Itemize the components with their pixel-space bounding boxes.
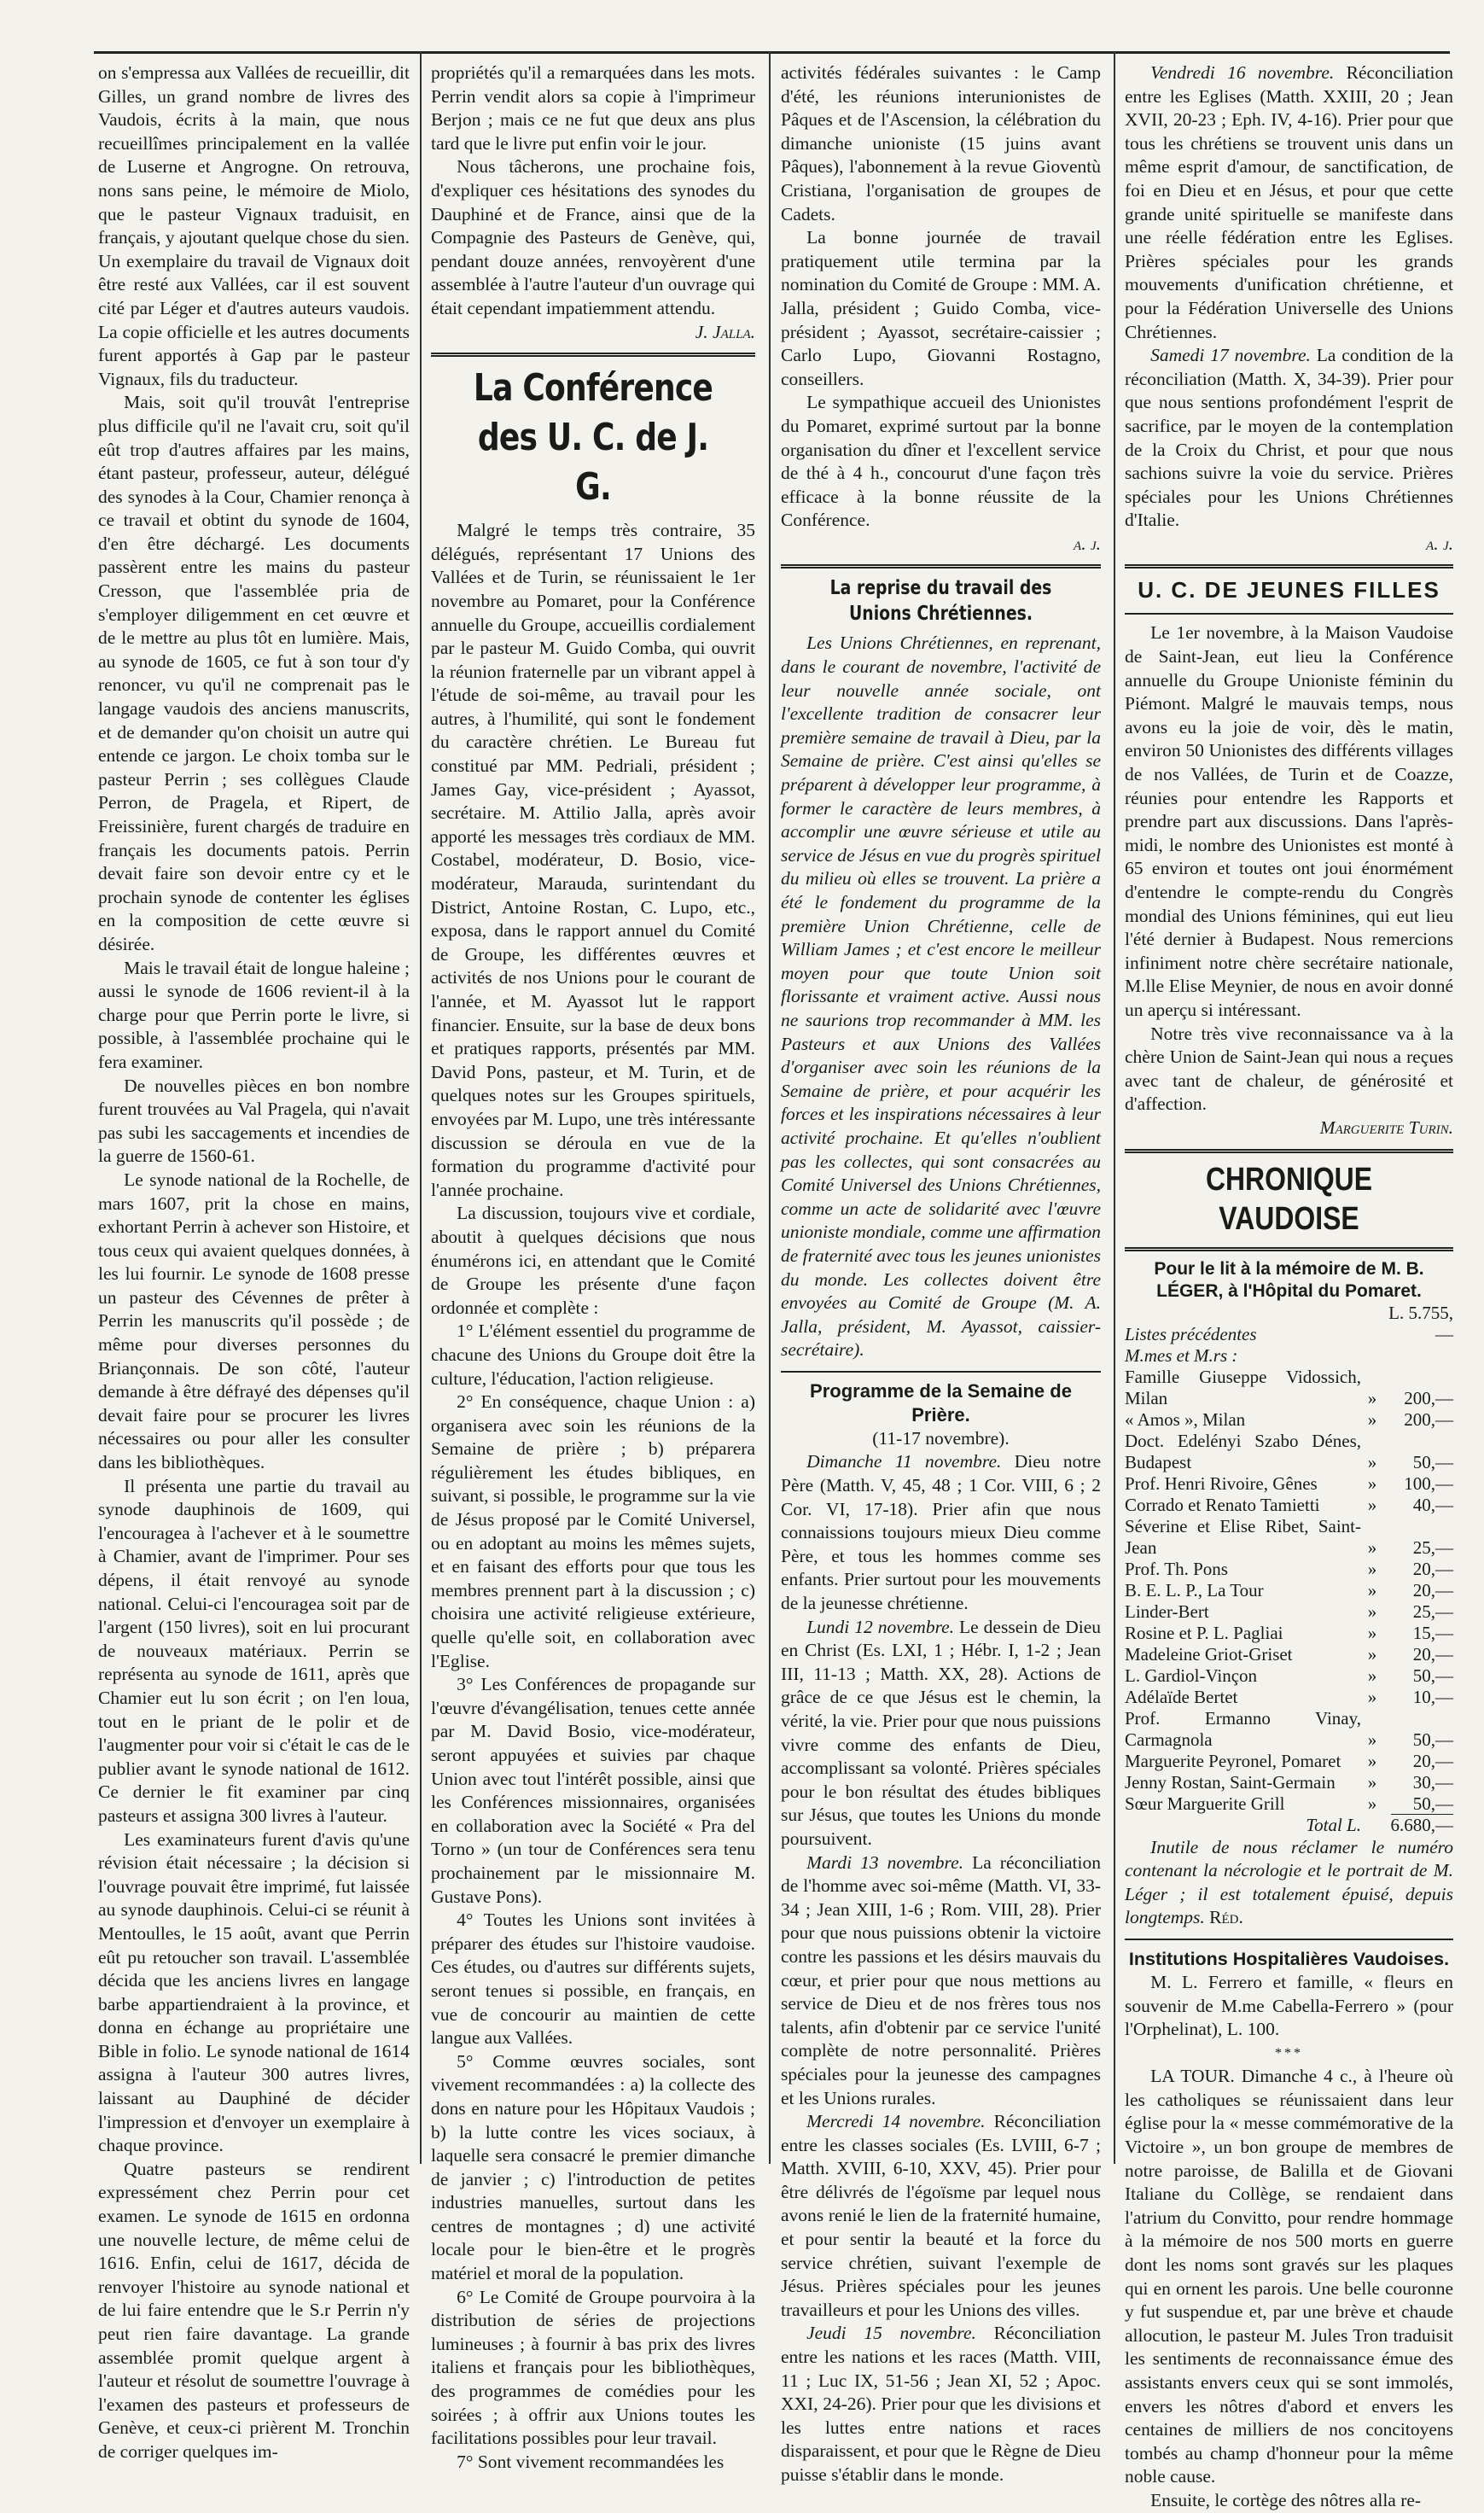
- donation-amount: 50,—: [1412, 1451, 1453, 1472]
- donations-table: [1125, 1303, 1453, 1836]
- donation-amount: 50,—: [1412, 1729, 1453, 1750]
- table-row: « Amos », Milan » 200,—: [1125, 1408, 1453, 1430]
- table-row: [1125, 1303, 1453, 1345]
- section-rule: [1125, 1939, 1453, 1940]
- table-row: Marguerite Peyronel, Pomaret » 20,—: [1125, 1750, 1453, 1771]
- donor-name: Marguerite Peyronel, Pomaret: [1125, 1750, 1341, 1771]
- program-day-title: Jeudi 15 novembre.: [806, 2323, 976, 2344]
- paragraph: propriétés qu'il a remarquées dans les mots. Perrin vendit alors sa copie à l'imprimeur Berjon ; mais ce ne fut que deux ans plus tard que le livre put enfin voir le jour.: [431, 62, 755, 154]
- table-row: [1125, 1345, 1453, 1367]
- paragraph: 3° Les Conférences de propagande sur l'œuvre d'évangélisation, tenues cette année par M. David Bosio, vice-modérateur, seront appuyées et suivies par chaque Union avec tout l'intérêt possible, ainsi que les Conférences missionnaires, organisées en collaboration avec la Société « Pra del Torno » (un tour de Conférences sera tenu prochainement par le missionnaire M. Gustave Pons).: [431, 1674, 755, 1907]
- section-rule: [781, 1371, 1101, 1373]
- donor-name: Linder-Bert: [1125, 1601, 1209, 1622]
- paragraph: Le sympathique accueil des Unionistes du Pomaret, exprimé surtout par la bonne organisation du dîner et l'excellent service de thé à 4 h., concourut d'une façon très efficace à la bonne réussite de la Conférence.: [781, 392, 1101, 531]
- donation-amount: 15,—: [1412, 1622, 1453, 1643]
- donor-name: Prof. Ermanno Vinay, Carmagnola: [1125, 1707, 1361, 1750]
- donor-name: L. Gardiol-Vinçon: [1125, 1665, 1258, 1686]
- institutions-headline: Institutions Hospitalières Vaudoises.: [1128, 1948, 1450, 1969]
- program-day-text: Réconciliation entre les nations et les races (Matth. VIII, 11 ; Luc IX, 51-56 ; Jean XI, 52 ; Apoc. XXI, 24-26). Prier pour que les divisions et les luttes entre nations et races disparaissent, et pour que le Règne de Dieu puisse s'établir dans le monde.: [781, 2323, 1101, 2485]
- column-divider: [1114, 51, 1115, 2164]
- reprise-headline: La reprise du travail des Unions Chrétiennes.: [829, 577, 1052, 626]
- section-rule: [1125, 1247, 1453, 1251]
- program-day: [1125, 344, 1453, 533]
- paragraph: LA TOUR. Dimanche 4 c., à l'heure où les catholiques se réunissaient dans leur église pour la « messe commémorative de la Victoire », un bon groupe de membres de notre paroisse, de Balilla et de Giovani Italiane du Collège, se rendaient dans l'atrium du Convitto, pour rendre hommage à la mémoire de nos 500 morts en guerre dont les noms sont gravés sur les plaques qui en ornent les parois. Une belle couronne y fut suspendue et, par une brève et chaude allocution, le pasteur M. Jules Tron traduisit les sentiments de reconnaissance émue des assistants envers ceux qui se sont immolés, envers les nôtres d'abord et envers les centaines de milliers de nos concitoyens tombés au champ d'honneur pour la même noble cause.: [1125, 2066, 1453, 2487]
- leger-headline: Pour le lit à la mémoire de M. B. LÉGER, à l'Hôpital du Pomaret.: [1154, 1258, 1424, 1301]
- program-dates: (11-17 novembre).: [872, 1427, 1010, 1449]
- donor-name: Doct. Edelényi Szabo Dénes, Budapest: [1125, 1430, 1361, 1472]
- paragraph: [1125, 1836, 1453, 1930]
- program-day-text: Réconciliation entre les Eglises (Matth. XXIII, 20 ; Jean XVII, 20-23 ; Eph. IV, 4-16). Prier pour que tous les chrétiens se trouvent unis dans un même esprit d'amour, de sanctification, de foi en Dieu et en Jésus, et pour que cette grande unité spirituelle se manifeste dans une réelle fédération entre les Eglises. Prières spéciales pour les grands mouvements d'unification chrétienne, et pour la Fédération Universelle des Unions Chrétiennes.: [1125, 62, 1453, 342]
- paragraph: on s'empressa aux Vallées de recueillir, dit Gilles, un grand nombre de livres des Vaudois, écrits à la main, que nous recueillîmes principalement en la vallée de Luserne et Angrogne. On retrouva, nons sans peine, le mémoire de Miolo, que le pasteur Vignaux traduisit, en français, y ajoutant quelque chose du sien. Un exemplaire du travail de Vignaux doit être resté aux Vallées, car il est souvent cité par Léger et d'autres auteurs vaudois. La copie officielle et les autres documents furent apportés à Gap par le pasteur Vignaux, fils du traducteur.: [98, 62, 410, 389]
- author-signature: a. j.: [1074, 533, 1101, 554]
- donor-name: Famille Giuseppe Vidossich, Milan: [1125, 1366, 1361, 1408]
- donor-name: Corrado et Renato Tamietti: [1125, 1494, 1320, 1515]
- column-4: [1125, 61, 1453, 2510]
- table-row: Prof. Th. Pons » 20,—: [1125, 1558, 1453, 1579]
- paragraph: Mais, soit qu'il trouvât l'entreprise plus difficile qu'il ne l'avait cru, soit qu'il eût trop d'autres affaires par les mains, étant pasteur, professeur, auteur, délégué des synodes à la Cour, Chamier renonça à ce travail et obtint du synode de 1604, d'en être déchargé. Les documents passèrent entre les mains du pasteur Cresson, que l'assemblée pria de s'employer diligemment en cet œuvre et de le mettre au plus tôt en lumière. Mais, au synode de 1605, ce fut à son tour d'y renoncer, vu qu'il ne comprenait pas le langage vaudois des anciens manuscrits, et de demander qu'on choisit un autre qui entende ce jargon. Le choix tomba sur le pasteur Perrin ; ses collègues Claude Perron, de Pragela, et Ripert, de Freissinière, furent chargés de traduire en français les documents patois. Perrin devait faire son devoir entre cy et le prochain synode de contenter les églises en la composition de cette œuvre si désirée.: [98, 392, 410, 954]
- paragraph: [781, 632, 1101, 1361]
- program-day-title: Lundi 12 novembre.: [806, 1616, 955, 1637]
- chronique-headline: CHRONIQUE VAUDOISE: [1205, 1161, 1373, 1237]
- program-days-continued: [1125, 61, 1453, 533]
- paragraph: 1° L'élément essentiel du programme de chacune des Unions du Groupe doit être la culture, l'éducation, l'action religieuse.: [431, 1321, 755, 1389]
- donation-amount: 10,—: [1412, 1686, 1453, 1707]
- donation-amount: 25,—: [1412, 1601, 1453, 1622]
- table-row: B. E. L. P., La Tour » 20,—: [1125, 1579, 1453, 1601]
- paragraph: 6° Le Comité de Groupe pourvoira à la distribution de séries de projections lumineuses ; à fournir à bas prix des livres italiens et français pour les bibliothèques, des programmes de comédies pour les soirées ; à offrir aux Unions toutes les facilitations possibles pour leur travail.: [431, 2286, 755, 2449]
- program-day: [781, 1851, 1101, 2111]
- table-row: Rosine et P. L. Pagliai » 15,—: [1125, 1622, 1453, 1643]
- donation-amount: 20,—: [1412, 1643, 1453, 1665]
- donation-label: Listes précédentes: [1125, 1323, 1257, 1344]
- column-divider: [769, 51, 771, 2164]
- table-row: Corrado et Renato Tamietti » 40,—: [1125, 1494, 1453, 1515]
- donation-amount: 200,—: [1404, 1387, 1453, 1408]
- paragraph: 4° Toutes les Unions sont invitées à préparer des études sur l'histoire vaudoise. Ces études, ou d'autres sur différents sujets, seront tenues si possible, en français, en vue de concourir au maintien de cette langue aux Vallées.: [431, 1910, 755, 2049]
- table-row: Jenny Rostan, Saint-Germain » 30,—: [1125, 1771, 1453, 1793]
- table-row: Madeleine Griot-Griset » 20,—: [1125, 1643, 1453, 1665]
- donation-subheading: M.mes et M.rs :: [1125, 1344, 1238, 1366]
- program-day: [781, 2322, 1101, 2487]
- column-divider: [420, 51, 422, 2164]
- author-signature: a. j.: [1426, 533, 1453, 554]
- donor-name: « Amos », Milan: [1125, 1408, 1246, 1430]
- paragraph: Mais le travail était de longue haleine ; aussi le synode de 1606 revient-il à la charge pour que Perrin porte le livre, si possible, à l'assemblée prochaine qui le fera examiner.: [98, 957, 410, 1072]
- donation-amount: 200,—: [1404, 1408, 1453, 1430]
- donation-amount: 40,—: [1412, 1494, 1453, 1515]
- paragraph: La bonne journée de travail pratiquement utile termina par la nomination du Comité de Groupe : MM. A. Jalla, président ; Guido Comba, vice-président ; Ayassot, secrétaire-caissier ; Carlo Lupo, Giovanni Rostagno, conseillers.: [781, 227, 1101, 389]
- program-day-text: La réconciliation de l'homme avec soi-même (Matth. VI, 33-34 ; Jean XIII, 1-6 ; Rom. VIII, 28). Prier pour que nous puissions obtenir la victoire contre les passions et les désirs mauvais du cœur, et prier pour que nous mettions au service de Dieu et de nos frères tous nos talents, afin d'obtenir par ce service l'unité complète de notre personnalité. Prières spéciales pour la jeunesse des campagnes et les Unions rurales.: [781, 1851, 1102, 2108]
- donation-amount: 50,—: [1412, 1793, 1453, 1814]
- table-row: [1125, 1815, 1453, 1836]
- paragraph: Quatre pasteurs se rendirent expressément chez Perrin pour cet examen. Le synode de 1615 en ordonna une nouvelle lecture, de même celui de 1616. Enfin, celui de 1617, décida de renvoyer l'histoire au synode national et de lui faire entendre que le S.r Perrin n'y peut rien faire davantage. La grande assemblée promit quelque argent à l'auteur et résolut de soumettre l'ouvrage à l'examen des pasteurs et professeurs de Genève, et ceux-ci prièrent M. Tronchin de corriger quelques im-: [98, 2158, 410, 2462]
- donor-name: B. E. L. P., La Tour: [1125, 1579, 1264, 1601]
- program-day: [781, 1616, 1101, 1851]
- program-day: [781, 2110, 1101, 2322]
- author-signature: Marguerite Turin.: [1319, 1117, 1453, 1138]
- section-rule: [1125, 1149, 1453, 1153]
- donation-amount: 20,—: [1412, 1750, 1453, 1771]
- table-row: Prof. Ermanno Vinay, Carmagnola » 50,—: [1125, 1707, 1453, 1750]
- separator-stars: ***: [1275, 2045, 1303, 2061]
- paragraph: Le 1er novembre, à la Maison Vaudoise de Saint-Jean, eut lieu la Conférence annuelle du Groupe Unioniste féminin du Piémont. Malgré le mauvais temps, nous avons eu la joie de voir, dès le matin, environ 50 Unionistes des différents villages de nos Vallées, de Turin et de Coazze, réunies pour entendre les Rapports et prendre part aux discussions. Dans l'après-midi, le nombre des Unionistes est monté à 65 environ et toutes ont joui énormément d'entendre le compte-rendu du Congrès mondial des Unions féminines, qui eut lieu l'été dernier à Budapest. Nous remercions infiniment notre chère secrétaire nationale, M.lle Elise Meynier, de nous en avoir donné un aperçu si intéressant.: [1125, 622, 1453, 1020]
- section-rule: [1125, 564, 1453, 568]
- section-rule: [781, 564, 1101, 568]
- note-signature: Réd.: [1209, 1907, 1243, 1928]
- leger-note: Inutile de nous réclamer le numéro contenant la nécrologie et le portrait de M. Léger ; il est totalement épuisé, depuis longtemps.: [1125, 1836, 1453, 1928]
- donation-amount: 20,—: [1412, 1558, 1453, 1579]
- table-row: Famille Giuseppe Vidossich, Milan » 200,—: [1125, 1366, 1453, 1408]
- donor-name: Adélaïde Bertet: [1125, 1686, 1238, 1707]
- donor-name: Prof. Henri Rivoire, Gênes: [1125, 1472, 1318, 1494]
- program-day-text: La condition de la réconciliation (Matth. X, 34-39). Prier pour que nous sentions profondément l'esprit de sacrifice, par le moyen de la contemplation de la Croix du Christ, et pour que nous sachions suivre la voie du service. Prières spéciales pour les Unions Chrétiennes d'Italie.: [1125, 345, 1453, 531]
- table-row: L. Gardiol-Vinçon » 50,—: [1125, 1665, 1453, 1686]
- paragraph: Les examinateurs furent d'avis qu'une révision était nécessaire ; la décision si l'ouvrage pouvait être imprimé, fut laissée au synode dauphinois. Celui-ci se réunit à Mentoulles, le 15 août, avant que Perrin eût pu retoucher son travail. L'assemblée décida que les anciens livres en langage barbe appartiendraient à la province, et donna en échange au propriétaire une Bible in folio. Le synode national de 1614 assigna à l'auteur 300 autres livres, laissant au Dauphiné de décider l'impression et d'envoyer un exemplaire à chaque province.: [98, 1828, 410, 2156]
- program-day-title: Samedi 17 novembre.: [1150, 345, 1311, 366]
- donation-amount: 50,—: [1412, 1665, 1453, 1686]
- paragraph: La discussion, toujours vive et cordiale, aboutit à quelques décisions que nous énumérons ici, en attendant que le Comité de Groupe les présente d'une façon ordonnée et complète :: [431, 1203, 755, 1318]
- section-rule: [1125, 613, 1453, 615]
- program-day-text: Dieu notre Père (Matth. V, 45, 48 ; 1 Cor. VIII, 6 ; 2 Cor. VI, 17-18). Prier afin que nous connaissions toujours mieux Dieu comme Père, et tous les hommes comme ses enfants. Prier surtout pour les mouvements de la jeunesse chrétienne.: [781, 1451, 1101, 1614]
- table-row: Doct. Edelényi Szabo Dénes, Budapest » 50,—: [1125, 1430, 1453, 1472]
- program-day-text: Le dessein de Dieu en Christ (Es. LXI, 1 ; Hébr. I, 1-2 ; Jean III, 11-13 ; Matth. XX, 28). Actions de grâce de ce que Jésus est le chemin, la vérité, la vie. Prier pour que nous puissions vivre comme des enfants de Dieu, accomplissant sa volonté. Prières spéciales pour le bon résultat des études bibliques sur Jésus, que toutes les Unions du monde poursuivent.: [781, 1616, 1101, 1849]
- column-1: [98, 61, 410, 2462]
- paragraph: 2° En conséquence, chaque Union : a) organisera avec soin les réunions de la Semaine de prière ; b) préparera régulièrement les études bibliques, en suivant, si possible, le programme sur la vie de Jésus proposé par le Comité Universel, ou en adoptant au moins les mêmes sujets, et en faisant des efforts pour que tous les membres prennent part à la discussion ; c) choisira une activité religieuse extérieure, quelle qu'elle soit, en collaboration avec l'Eglise.: [431, 1391, 755, 1671]
- donor-name: Sœur Marguerite Grill: [1125, 1793, 1285, 1814]
- table-row: Sœur Marguerite Grill » 50,—: [1125, 1793, 1453, 1814]
- author-signature: J. Jalla.: [695, 321, 755, 342]
- section-rule: [431, 353, 755, 357]
- program-day: [781, 1450, 1101, 1615]
- jeunes-filles-headline: U. C. DE JEUNES FILLES: [1138, 577, 1440, 603]
- paragraph: Il présenta une partie du travail au synode dauphinois de 1609, qui l'encouragea à l'achever et à le soumettre à Chamier, avant de l'imprimer. Pour ses dépens, il était renvoyé au synode national. Celui-ci l'encouragea soit par de l'argent (150 livres), soit en lui procurant de nouveaux matériaux. Perrin se représenta au synode de 1611, après que Chamier eut lu son écrit ; on l'en loua, tout en le priant de le polir et de l'augmenter pour voir si c'était le cas de le publier avant le synode national de 1612. Ce dernier le fit examiner par cinq pasteurs et assigna 300 livres à l'auteur.: [98, 1475, 410, 1826]
- donation-amount: 20,—: [1412, 1579, 1453, 1601]
- column-3: [781, 61, 1102, 2485]
- table-row: Séverine et Elise Ribet, Saint-Jean » 25,—: [1125, 1515, 1453, 1558]
- program-day-title: Mardi 13 novembre.: [806, 1851, 964, 1873]
- total-label: Total L.: [1306, 1814, 1361, 1835]
- donation-amount: 30,—: [1412, 1771, 1453, 1793]
- program-days: [781, 1450, 1101, 2487]
- paragraph: 7° Sont vivement recommandées les: [457, 2451, 725, 2472]
- donor-name: Jenny Rostan, Saint-Germain: [1125, 1771, 1336, 1793]
- column-2: [431, 61, 755, 2472]
- program-day-text: Réconciliation entre les classes sociales (Es. LVIII, 6-7 ; Matth. XVIII, 6-10, XXV, 45). Prier pour être délivrés de l'égoïsme par lequel nous avons renié le lien de la fraternité humaine, et pour sentir la beauté et la force du service chrétien, suivant l'exemple de Jésus. Prières spéciales pour les jeunes travailleurs et pour les Unions des villes.: [781, 2111, 1102, 2320]
- top-rule: [94, 51, 1450, 54]
- paragraph: Nous tâcherons, une prochaine fois, d'expliquer ces hésitations des synodes du Dauphiné et de France, ainsi que de la Compagnie des Pasteurs de Genève, qui, pendant douze années, renvoyèrent d'une assemblée à l'autre l'auteur d'un ouvrage qui était cependant impatiemment attendu.: [431, 156, 755, 318]
- table-row: Adélaïde Bertet » 10,—: [1125, 1686, 1453, 1707]
- donation-amount: 25,—: [1412, 1536, 1453, 1558]
- paragraph: Notre très vive reconnaissance va à la chère Union de Saint-Jean qui nous a reçues avec tant de chaleur, de générosité et d'affection.: [1125, 1023, 1453, 1115]
- reprise-text: Les Unions Chrétiennes, en reprenant, dans le courant de novembre, l'activité de leur nouvelle année sociale, ont l'excellente tradition de consacrer leur première semaine de travail à Dieu, par la Semaine de prière. C'est ainsi qu'elles se préparent à développer leur programme, à former le caractère de leurs membres, à accomplir une œuvre sérieuse et utile au service de Jésus en vue du progrès spirituel du milieu où elles se trouvent. La prière a été le fondement du programme de la première Union Chrétienne, celle de William James ; et c'est encore le meilleur moyen pour que toute Union soit florissante et vraiment active. Aussi nous ne saurions trop recommander à MM. les Pasteurs et aux Unions des Vallées d'organiser avec soin les réunions de la Semaine de prière, et pour acquérir les forces et les inspirations nécessaires à leur activité prochaine. Et qu'elles n'oublient pas les collectes, qui sont consacrées au Comité Universel des Unions Chrétiennes, comme un acte de solidarité avec l'œuvre unioniste mondiale, comme une affirmation de fraternité avec tous les jeunes unionistes du monde. Les collectes doivent être envoyées au Comité de Groupe (M. A. Jalla, président, M. Ayassot, caissier-secrétaire).: [781, 633, 1101, 1361]
- paragraph: Le synode national de la Rochelle, de mars 1607, prit la chose en mains, exhortant Perrin à achever son Histoire, et tous ceux qui avaient quelques données, à les lui fournir. Le synode de 1608 presse un pasteur des Cévennes de prêter à Perrin les manuscrits qu'il possède ; de même pour diverses personnes du Briançonnais. De son côté, l'auteur demande à être défrayé des dépenses qu'il devait faire pour se procurer les livres nécessaires ou pour aller les consulter dans les bibliothèques.: [98, 1169, 410, 1473]
- donation-amount: L. 5.755,—: [1388, 1302, 1453, 1344]
- paragraph: De nouvelles pièces en bon nombre furent trouvées au Val Pragela, qui n'avait pas subi les saccagements et incendies de la guerre de 1560-61.: [98, 1075, 410, 1167]
- paragraph: Malgré le temps très contraire, 35 délégués, représentant 17 Unions des Vallées et de Turin, se réunissaient le 1er novembre au Pomaret, pour la Conférence annuelle du Groupe, accueillis cordialement par le pasteur M. Guido Comba, qui ouvrit la réunion fraternelle par un vibrant appel à l'étude de soi-même, au travail pour les autres, à l'humilité, qui sont le fondement du caractère chrétien. Le Bureau fut constitué par MM. Pedriali, président ; James Gay, vice-président ; Ayassot, secrétaire. M. Attilio Jalla, après avoir apporté les messages très cordiaux de MM. Costabel, modérateur, D. Bosio, vice-modérateur, Marauda, surintendant du District, Antoine Rostan, C. Lupo, etc., exposa, dans le rapport annuel du Comité de Groupe, les différentes œuvres et activités de nos Unions pour le courant de l'année, et M. Ayassot lut le rapport financier. Ensuite, sur la base de deux bons et pratiques rapports, présentés par MM. David Pons, pasteur, et M. Turin, et de quelques notes sur les Groupes spirituels, envoyées par M. Lupo, une très intéressante discussion se déroula en vue de la formation du programme d'activité pour l'année prochaine.: [431, 520, 755, 1200]
- program-day-title: Dimanche 11 novembre.: [806, 1451, 1002, 1472]
- donor-name: Rosine et P. L. Pagliai: [1125, 1622, 1283, 1643]
- program-day: [1125, 61, 1453, 344]
- conference-headline: La Conférence des U. C. de J. G.: [473, 366, 713, 510]
- paragraph: activités fédérales suivantes : le Camp d'été, les réunions interunionistes de Pâques et de l'Ascension, la célébration du dimanche unioniste (15 juins avant Pâques), l'abonnement à la revue Gioventù Cristiana, l'organisation de groupes de Cadets.: [781, 62, 1101, 224]
- program-headline: Programme de la Semaine de Prière.: [810, 1379, 1072, 1426]
- paragraph: Ensuite, le cortège des nôtres alla re-: [1150, 2489, 1422, 2510]
- paragraph: M. L. Ferrero et famille, « fleurs en souvenir de M.me Cabella-Ferrero » (pour l'Orphelinat), L. 100.: [1125, 1971, 1453, 2040]
- table-row: Linder-Bert » 25,—: [1125, 1601, 1453, 1622]
- donor-name: Prof. Th. Pons: [1125, 1558, 1228, 1579]
- program-day-title: Mercredi 14 novembre.: [806, 2111, 986, 2132]
- table-row: Prof. Henri Rivoire, Gênes » 100,—: [1125, 1472, 1453, 1494]
- donor-name: Madeleine Griot-Griset: [1125, 1643, 1293, 1665]
- paragraph: 5° Comme œuvres sociales, sont vivement recommandées : a) la collecte des dons en nature pour les Hôpitaux Vaudois ; b) la lutte contre les vices sociaux, à laquelle sera consacré le premier dimanche de janvier ; c) l'introduction de petites industries manuelles, surtout dans les centres de montagnes ; d) une activité locale pour le bien-être et le progrès matériel et moral de la population.: [431, 2050, 755, 2284]
- program-day-title: Vendredi 16 novembre.: [1150, 62, 1335, 83]
- donor-name: Séverine et Elise Ribet, Saint-Jean: [1125, 1515, 1361, 1558]
- total-amount: 6.680,—: [1390, 1814, 1453, 1835]
- donation-amount: 100,—: [1404, 1472, 1453, 1494]
